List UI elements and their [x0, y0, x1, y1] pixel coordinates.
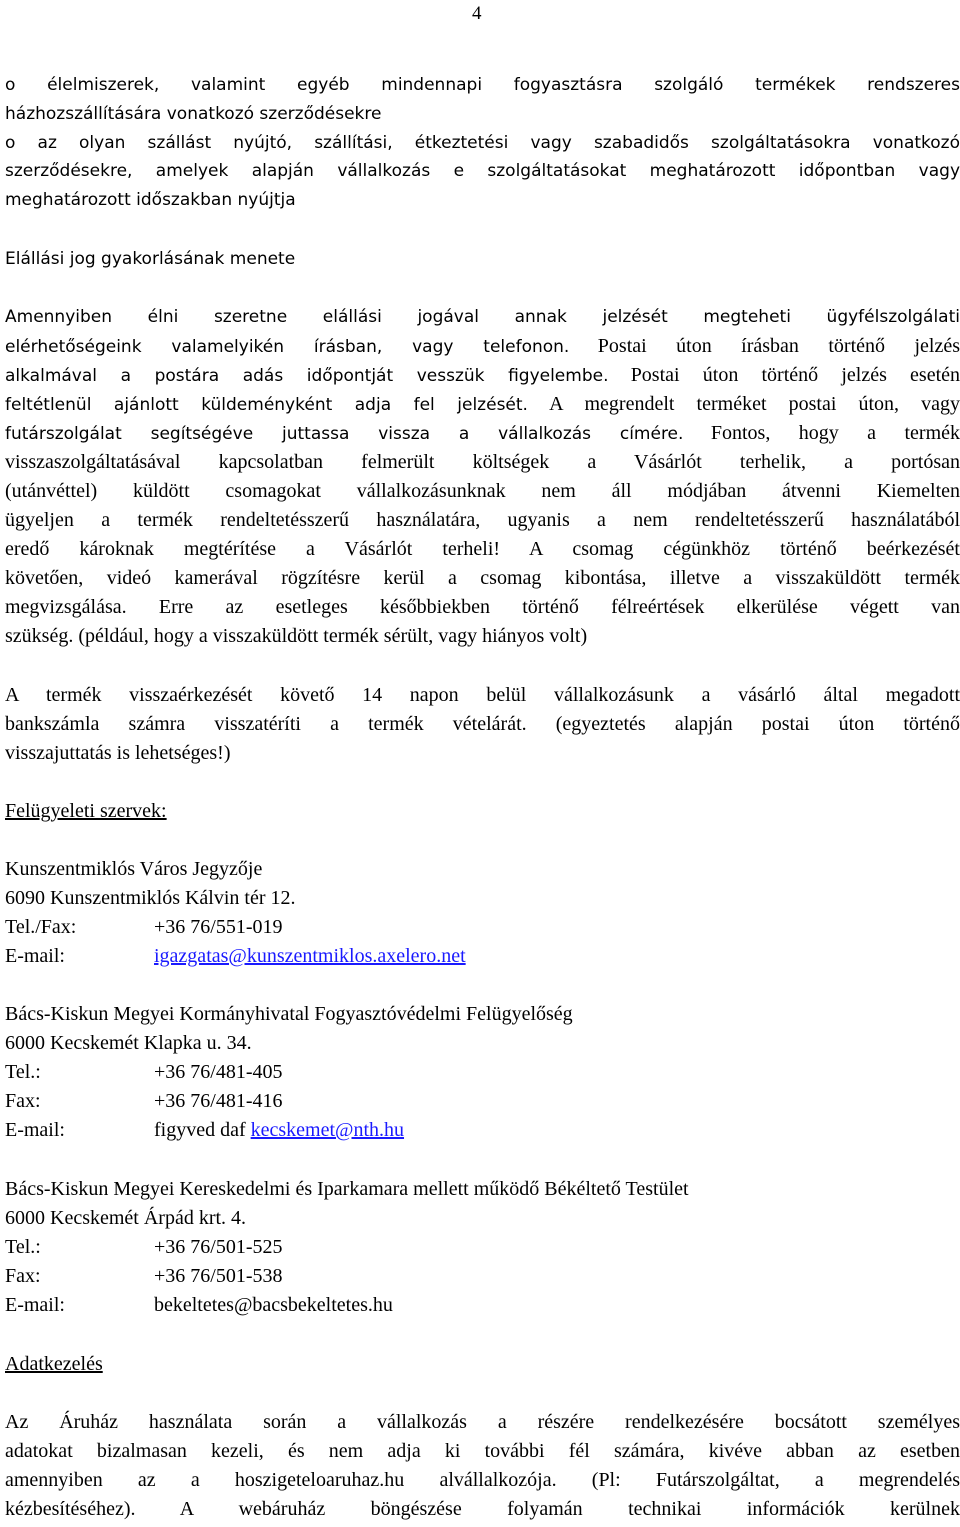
- sans-fragment: elérhetőségeink valamelyikén írásban, vagy telefonon.: [5, 337, 570, 357]
- withdrawal-mixed-lines: [5, 332, 960, 448]
- tel-value: +36 76/501-525: [154, 1236, 283, 1258]
- paragraph-line: Amennyiben élni szeretne elállási jogával annak jelzését megteheti ügyfélszolgálati: [5, 307, 960, 327]
- paragraph-line: [5, 332, 960, 361]
- withdrawal-paragraph-rest: [5, 448, 960, 651]
- authority3-fax-row: [5, 1262, 283, 1291]
- authority3-name: Bács-Kiskun Megyei Kereskedelmi és Iparkamara mellett működő Békéltető Testület: [5, 1178, 689, 1200]
- authority3-tel-row: [5, 1233, 283, 1262]
- email-value: bekeltetes@bacsbekeltetes.hu: [154, 1294, 393, 1316]
- data-heading-wrap: [5, 1350, 960, 1379]
- paragraph-line: (utánvéttel) küldött csomagokat vállalkozásunknak nem áll módjában átvenni Kiemelten: [5, 480, 960, 502]
- email-label: E-mail:: [5, 1294, 65, 1316]
- paragraph-line: [5, 419, 960, 448]
- authority2-name: Bács-Kiskun Megyei Kormányhivatal Fogyasztóvédelmi Felügyelőség: [5, 1003, 573, 1025]
- sans-fragment: futárszolgálat segítségéve juttassa vissza a vállalkozás címére.: [5, 424, 684, 444]
- intro-line: házhozszállítására vonatkozó szerződésekre: [5, 103, 382, 124]
- authority2-email-row: [5, 1116, 404, 1145]
- fax-label: Fax:: [5, 1265, 41, 1287]
- email-prefix: figyved daf: [154, 1119, 246, 1141]
- authority2-address: 6000 Kecskemét Klapka u. 34.: [5, 1032, 252, 1054]
- paragraph-line: amennyiben az a hoszigeteloaruhaz.hu alvállalkozója. (Pl: Futárszolgáltat, a megrendelés: [5, 1469, 960, 1491]
- paragraph-line: visszaszolgáltatásával kapcsolatban felmerült költségek a Vásárlót terhelik, a portósan: [5, 451, 960, 473]
- authority3-address: 6000 Kecskemét Árpád krt. 4.: [5, 1207, 247, 1229]
- email-label: E-mail:: [5, 1119, 65, 1141]
- serif-fragment: A megrendelt terméket postai úton, vagy: [549, 393, 960, 415]
- paragraph-line: kézbesítéséhez). A webáruház böngészése folyamán technikai információk kerülnek: [5, 1498, 960, 1520]
- paragraph-line: szükség. (például, hogy a visszaküldött termék sérült, vagy hiányos volt): [5, 625, 588, 647]
- tel-label: Tel.:: [5, 1061, 41, 1083]
- fax-value: +36 76/481-416: [154, 1090, 283, 1112]
- authority2-fax-row: [5, 1087, 283, 1116]
- paragraph-line: Az Áruház használata során a vállalkozás a részére rendelkezésére bocsátott személyes: [5, 1411, 960, 1433]
- intro-line: o élelmiszerek, valamint egyéb mindennapi fogyasztásra szolgáló termékek rendszeres: [5, 75, 960, 95]
- paragraph-line: ügyeljen a termék rendeltetésszerű használatára, ugyanis a nem rendeltetésszerű használatából: [5, 509, 960, 531]
- intro-line: meghatározott időszakban nyújtja: [5, 190, 296, 211]
- intro-line: o az olyan szállást nyújtó, szállítási, étkeztetési vagy szabadidős szolgáltatásokra vonatkozó: [5, 132, 960, 153]
- authority1-name: Kunszentmiklós Város Jegyzője: [5, 858, 263, 880]
- email-link[interactable]: igazgatas@kunszentmiklos.axelero.net: [154, 945, 466, 967]
- sans-fragment: feltétlenül ajánlott küldeményként adja fel jelzését.: [5, 395, 528, 415]
- authority1-email-row: [5, 942, 466, 971]
- paragraph-line: követően, videó kamerával rögzítésre kerül a csomag kibontása, illetve a visszaküldött termék: [5, 567, 960, 589]
- sans-fragment: alkalmával a postára adás időpontját vesszük figyelembe.: [5, 366, 609, 386]
- fax-value: +36 76/501-538: [154, 1265, 283, 1287]
- paragraph-line: visszajuttatás is lehetséges!): [5, 742, 231, 764]
- fax-label: Fax:: [5, 1090, 41, 1112]
- tel-label: Tel./Fax:: [5, 916, 77, 938]
- paragraph-line: eredő károknak megtérítése a Vásárlót terheli! A csomag cégünkhöz történő beérkezését: [5, 538, 960, 560]
- paragraph-line: A termék visszaérkezését követő 14 napon belül vállalkozásunk a vásárló által megadott: [5, 684, 960, 706]
- serif-fragment: Fontos, hogy a termék: [710, 422, 960, 444]
- data-paragraph: [5, 1408, 960, 1524]
- paragraph-line: adatokat bizalmasan kezeli, és nem adja ki további fél számára, kivéve abban az esetben: [5, 1440, 960, 1462]
- email-label: E-mail:: [5, 945, 65, 967]
- tel-label: Tel.:: [5, 1236, 41, 1258]
- tel-value: +36 76/481-405: [154, 1061, 283, 1083]
- withdrawal-paragraph-intro: [5, 303, 960, 332]
- paragraph-line: [5, 390, 960, 419]
- authorities-heading-wrap: [5, 797, 960, 826]
- authority2-tel-row: [5, 1058, 283, 1087]
- intro-line: szerződésekre, amelyek alapján vállalkozás e szolgáltatásokat meghatározott időpontban vagy: [5, 161, 960, 182]
- serif-fragment: Postai úton írásban történő jelzés: [597, 335, 960, 357]
- authority1-tel-row: [5, 913, 283, 942]
- email-link[interactable]: kecskemet@nth.hu: [250, 1119, 405, 1141]
- paragraph-line: bankszámla számra visszatéríti a termék vételárát. (egyeztetés alapján postai úton történő: [5, 713, 960, 735]
- page-number: 4: [472, 3, 482, 24]
- data-heading: Adatkezelés: [5, 1353, 103, 1375]
- authority1-address: 6090 Kunszentmiklós Kálvin tér 12.: [5, 887, 296, 909]
- withdrawal-heading: Elállási jog gyakorlásának menete: [5, 249, 296, 269]
- serif-fragment: Postai úton történő jelzés esetén: [630, 364, 960, 386]
- tel-value: +36 76/551-019: [154, 916, 283, 938]
- authority3-email-row: [5, 1291, 393, 1320]
- authorities-heading: Felügyeleti szervek:: [5, 800, 167, 822]
- refund-paragraph: [5, 681, 960, 768]
- paragraph-line: [5, 361, 960, 390]
- paragraph-line: megvizsgálása. Erre az esetleges későbbiekben történő félreértések elkerülése végett van: [5, 596, 960, 618]
- intro-list: [5, 71, 960, 215]
